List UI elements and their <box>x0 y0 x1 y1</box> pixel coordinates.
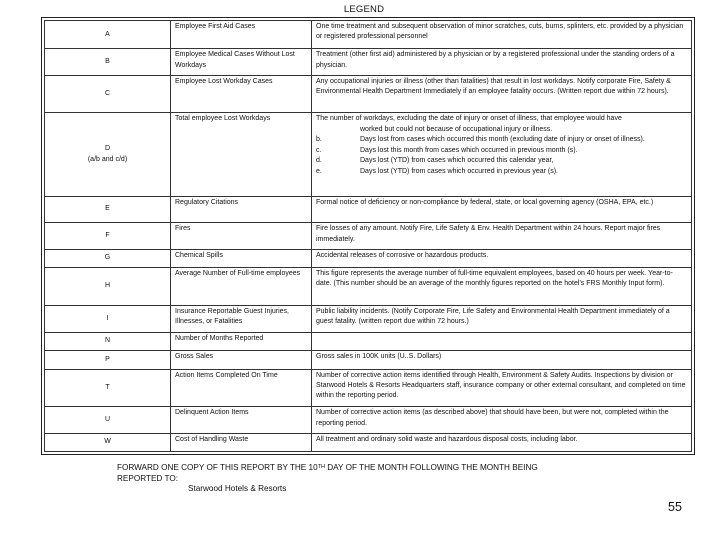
table-row <box>45 223 692 249</box>
row-name: Delinquent Action Items <box>171 407 312 433</box>
row-description: Any occupational injuries or illness (other than fatalities) that result in lost workdays. Notify corporate Fire, Safety & Environmental Health Department Immediately if an employee fatality occurs. (Written report due within 72 hours). <box>312 75 692 113</box>
row-name: Regulatory Citations <box>171 196 312 222</box>
row-description: Gross sales in 100K units (U..S. Dollars) <box>312 351 692 369</box>
legend-table-frame <box>41 17 695 455</box>
table-row <box>45 369 692 407</box>
row-description: Number of corrective action items (as described above) that should have been, but were not, completed within the reporting period. <box>312 407 692 433</box>
description-item: d. Days lost (YTD) from cases which occurred this calendar year, <box>316 157 554 165</box>
table-row <box>45 249 692 267</box>
row-name: Employee First Aid Cases <box>171 21 312 49</box>
row-code: F <box>45 223 171 249</box>
row-code: H <box>45 267 171 305</box>
table-row <box>45 196 692 222</box>
row-name: Fires <box>171 223 312 249</box>
row-description: Fire losses of any amount. Notify Fire, Life Safety & Env. Health Department within 24 hours. Report major fires immediately. <box>312 223 692 249</box>
row-description: One time treatment and subsequent observation of minor scratches, cuts, burns, splinters, etc. provided by a physician or registered professional personnel <box>312 21 692 49</box>
row-code: P <box>45 351 171 369</box>
row-code: T <box>45 369 171 407</box>
forwarding-instructions <box>117 463 617 495</box>
row-code: N <box>45 333 171 351</box>
row-name: Total employee Lost Workdays <box>171 113 312 196</box>
row-name: Number of Months Reported <box>171 333 312 351</box>
row-description: Treatment (other first aid) administered by a physician or by a registered professional under the standing orders of a physician. <box>312 49 692 75</box>
row-name: Employee Medical Cases Without Lost Workdays <box>171 49 312 75</box>
description-item: c. Days lost this month from cases which occurred in previous month (s). <box>316 146 578 154</box>
row-code: U <box>45 407 171 433</box>
footer-line-1: FORWARD ONE COPY OF THIS REPORT BY THE 10TH DAY OF THE MONTH FOLLOWING THE MONTH BEING <box>117 463 538 472</box>
row-code: E <box>45 196 171 222</box>
description-item: e. Days lost (YTD) from cases which occurred in previous year (s). <box>316 167 558 175</box>
table-row <box>45 305 692 332</box>
footer-line-2: REPORTED TO: <box>117 473 178 483</box>
table-row <box>45 351 692 369</box>
row-description: Accidental releases of corrosive or hazardous products. <box>312 249 692 267</box>
row-description <box>312 333 692 351</box>
table-row <box>45 113 692 196</box>
table-row <box>45 75 692 113</box>
row-name: Employee Lost Workday Cases <box>171 75 312 113</box>
row-description: Public liability incidents. (Notify Corporate Fire, Life Safety and Environmental Health Department immediately of a guest fatality. (written report due within 72 hours.) <box>312 305 692 332</box>
legend-table-body <box>45 21 692 452</box>
row-description: All treatment and ordinary solid waste and hazardous disposal costs, including labor. <box>312 433 692 451</box>
table-row <box>45 267 692 305</box>
page-number: 55 <box>668 500 682 514</box>
row-code: W <box>45 433 171 451</box>
row-description <box>312 113 692 196</box>
table-row <box>45 21 692 49</box>
row-name: Action Items Completed On Time <box>171 369 312 407</box>
row-name: Cost of Handling Waste <box>171 433 312 451</box>
row-code: D (a/b and c/d) <box>45 113 171 196</box>
row-name: Chemical Spills <box>171 249 312 267</box>
table-row <box>45 407 692 433</box>
row-code: G <box>45 249 171 267</box>
row-name: Insurance Reportable Guest Injuries, Illnesses, or Fatalities <box>171 305 312 332</box>
description-item: worked but could not because of occupational injury or illness. <box>360 125 553 133</box>
row-code: I <box>45 305 171 332</box>
table-row <box>45 49 692 75</box>
footer-company: Starwood Hotels & Resorts <box>188 484 287 493</box>
row-description: This figure represents the average number of full-time equivalent employees, based on 40 hours per week. Year-to-date. (This number should be an average of the monthly figures reported on the hotel's FRS Monthly Input form). <box>312 267 692 305</box>
row-name: Gross Sales <box>171 351 312 369</box>
legend-title: LEGEND <box>343 4 385 15</box>
table-row <box>45 433 692 451</box>
description-item: b. Days lost from cases which occurred this month (excluding date of injury or onset of illness). <box>316 136 645 144</box>
legend-table <box>44 20 692 452</box>
description-line: The number of workdays, excluding the date of injury or onset of illness, that employee would have <box>316 115 622 123</box>
row-code: B <box>45 49 171 75</box>
row-description: Formal notice of deficiency or non-compliance by federal, state, or local governing agency (OSHA, EPA, etc.) <box>312 196 692 222</box>
row-code: C <box>45 75 171 113</box>
row-description: Number of corrective action items identified through Health, Environment & Safety Audits. Inspections by division or Starwood Hotels & Resorts Headquarters staff, insurance company or other external consultant, and completed on time within the reporting period. <box>312 369 692 407</box>
row-name: Average Number of Full-time employees <box>171 267 312 305</box>
table-row <box>45 333 692 351</box>
row-code: A <box>45 21 171 49</box>
